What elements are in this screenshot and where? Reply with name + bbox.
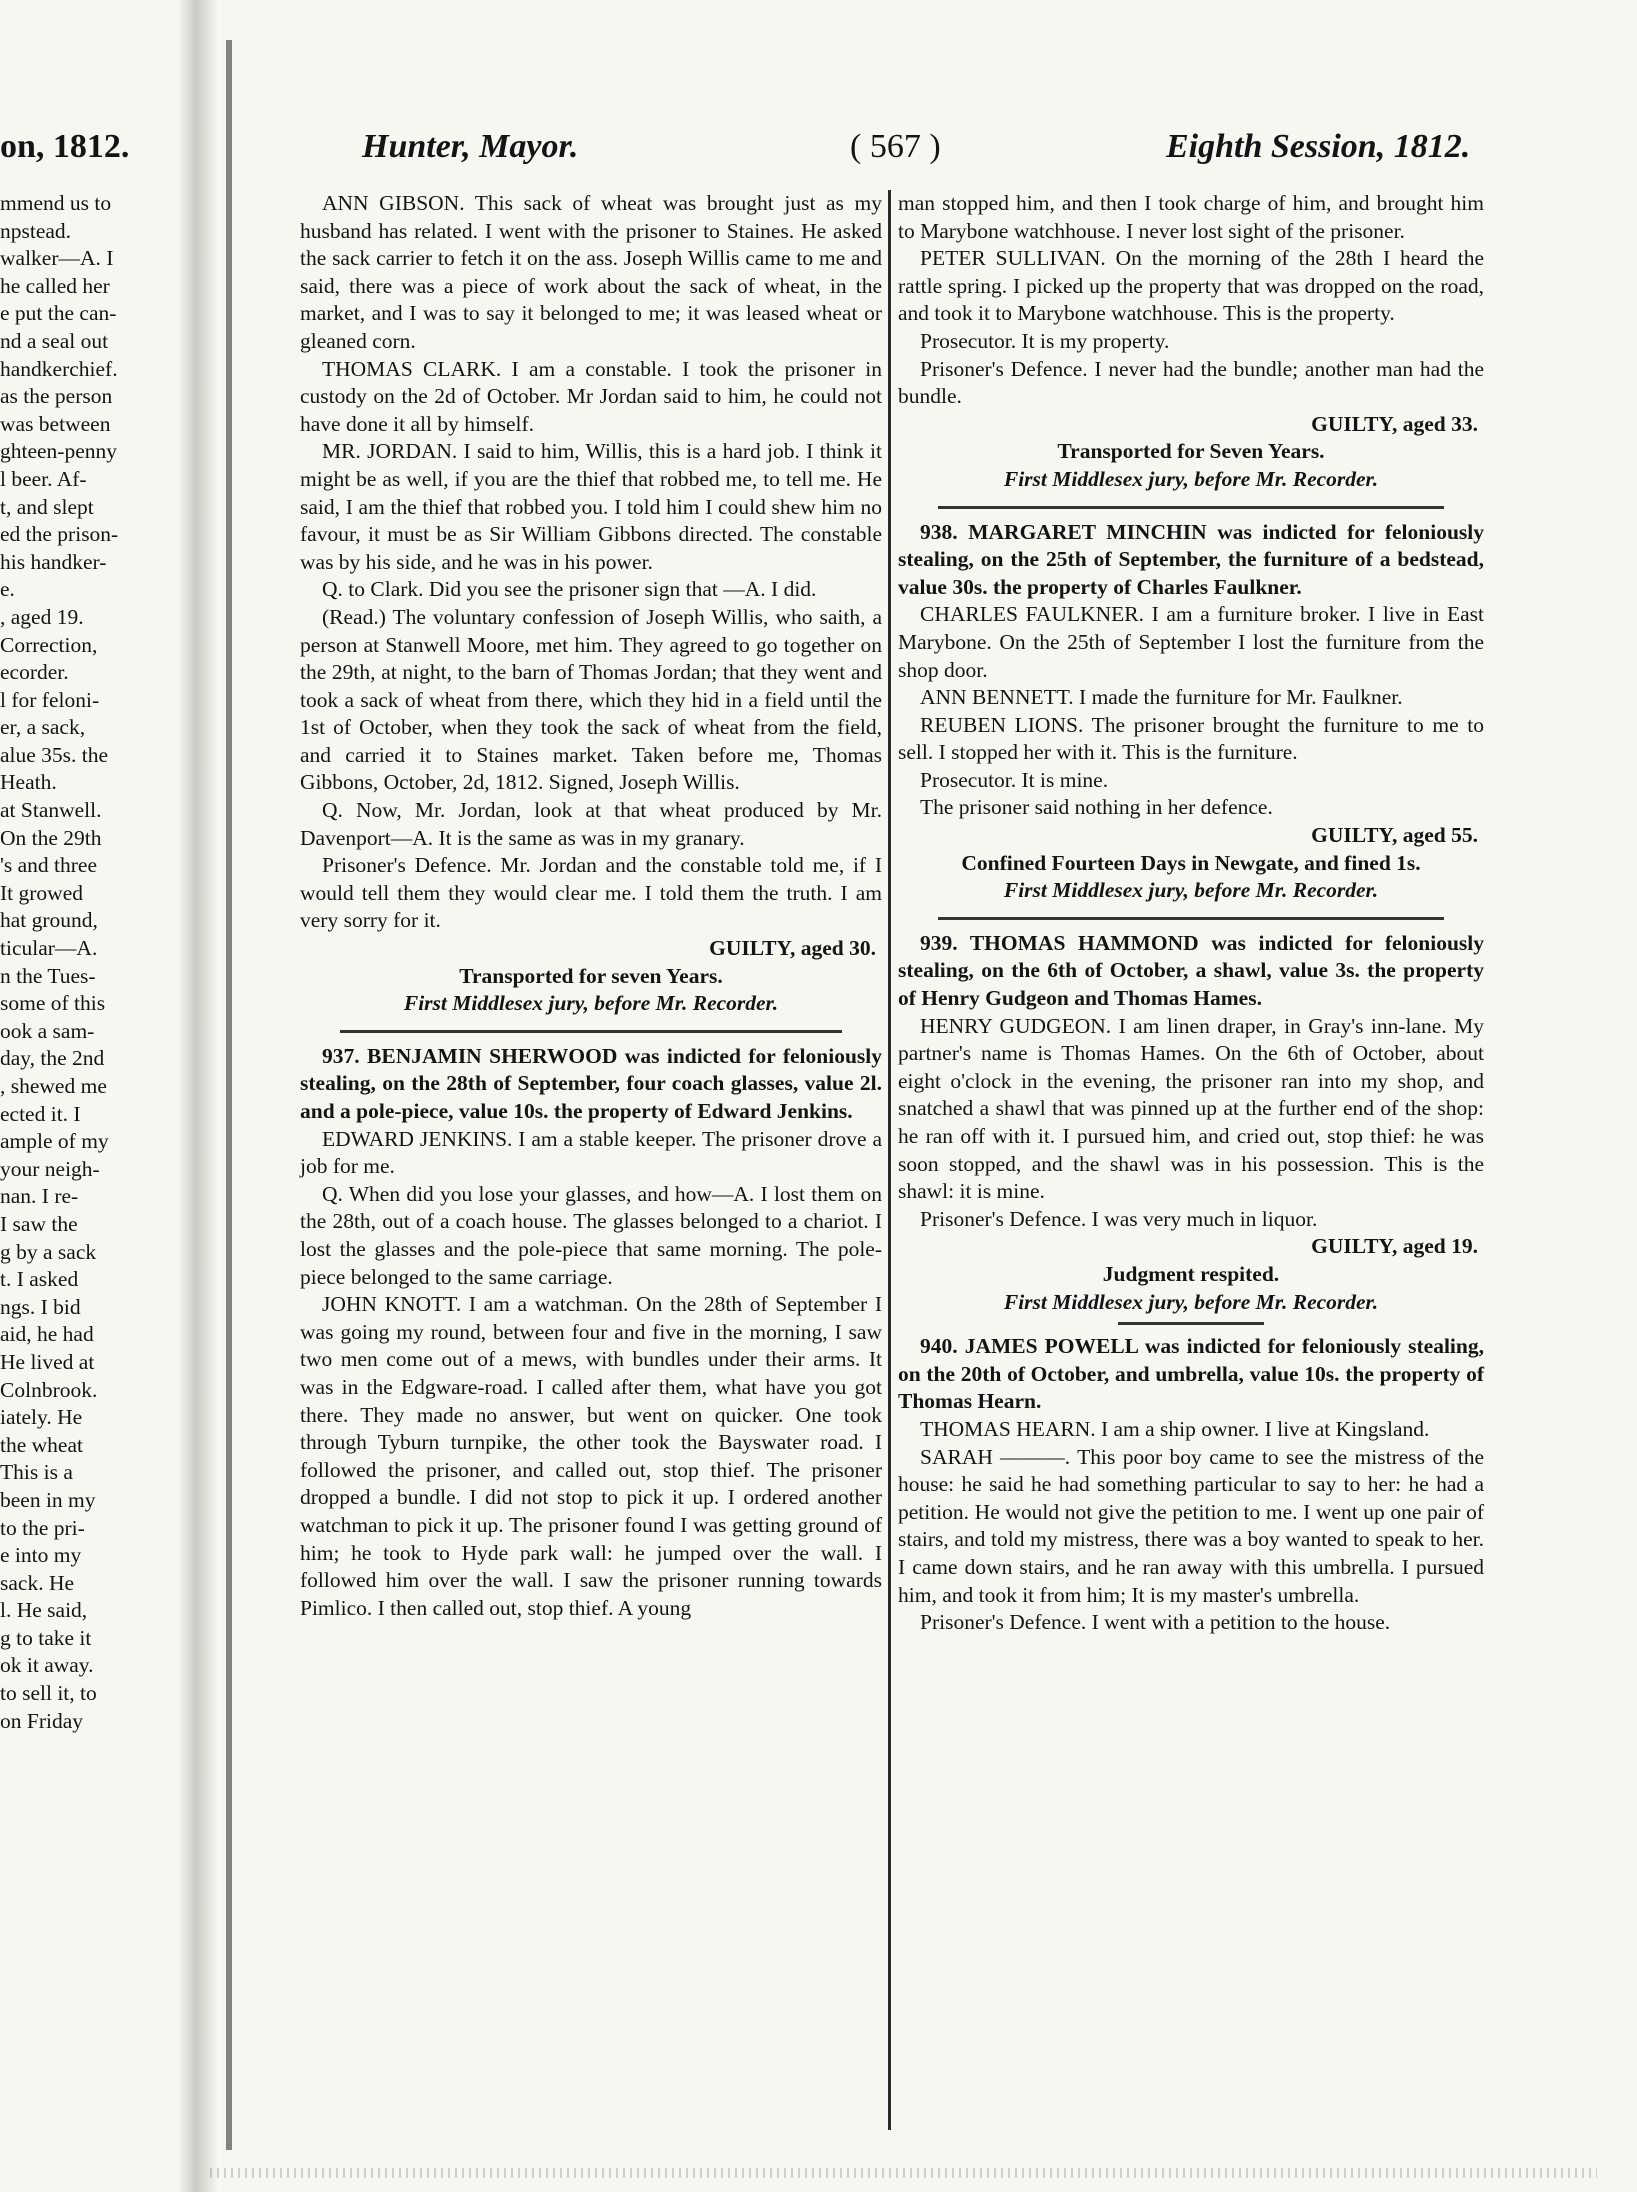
short-separator (1118, 1322, 1264, 1325)
jury-line: First Middlesex jury, before Mr. Recorder. (1003, 878, 1379, 903)
fragment-line: On the 29th (0, 825, 102, 850)
fragment-line: It growed (0, 880, 83, 905)
fragment-line: your neigh- (0, 1156, 100, 1181)
fragment-line: nan. I re- (0, 1184, 79, 1209)
paragraph: Prisoner's Defence. Mr. Jordan and the constable told me, if I would tell them they would clear me. I told them the truth. I am very sorry for it. (300, 853, 882, 933)
fragment-line: ed the prison- (0, 522, 119, 547)
fragment-line: as the person (0, 384, 113, 409)
sentence: Transported for seven Years. (459, 963, 723, 988)
fragment-line: been in my (0, 1487, 96, 1512)
fragment-line: some of this (0, 991, 106, 1016)
paragraph: (Read.) The voluntary confession of Joseph Willis, who saith, a person at Stanwell Moore, met him. They agreed to go together on the 29th, at night, to the barn of Thomas Jordan; that they went and took a sack of wheat from there, which they hid in a field until the 1st of October, when they took the sack of wheat from the field, and carried it to Staines market. Taken before me, Thomas Gibbons, October, 2d, 1812. Signed, Joseph Willis. (300, 604, 882, 795)
paragraph: THOMAS HEARN. I am a ship owner. I live at Kingsland. (920, 1416, 1430, 1441)
fragment-line: Colnbrook. (0, 1377, 98, 1402)
paragraph: Q. to Clark. Did you see the prisoner sign that —A. I did. (322, 577, 817, 602)
fragment-line: ticular—A. (0, 936, 98, 961)
fragment-line: ngs. I bid (0, 1294, 81, 1319)
fragment-line: hat ground, (0, 908, 98, 933)
fragment-line: npstead. (0, 218, 72, 243)
binding-shadow (178, 0, 218, 2192)
sentence: Judgment respited. (1102, 1261, 1280, 1286)
right-column (898, 190, 1484, 1637)
case-separator (340, 1030, 842, 1033)
fragment-line: ook a sam- (0, 1018, 95, 1043)
page-number: ( 567 ) (850, 128, 941, 165)
paragraph: Prisoner's Defence. I went with a petition to the house. (920, 1610, 1391, 1635)
fragment-line: his handker- (0, 549, 107, 574)
verdict: GUILTY, aged 33. (1311, 411, 1478, 436)
fragment-line: nd a seal out (0, 328, 109, 353)
fragment-line: to sell it, to (0, 1681, 97, 1706)
paragraph: CHARLES FAULKNER. I am a furniture broker. I live in East Marybone. On the 25th of September I lost the furniture from the shop door. (898, 602, 1484, 682)
fragment-line: Heath. (0, 770, 57, 795)
fragment-line: 's and three (0, 853, 98, 878)
session-title: Eighth Session, 1812. (1166, 128, 1471, 165)
case-separator (938, 917, 1444, 920)
jury-line: First Middlesex jury, before Mr. Recorder. (1003, 466, 1379, 491)
paragraph: Prisoner's Defence. I never had the bundle; another man had the bundle. (898, 356, 1484, 409)
paragraph: The prisoner said nothing in her defence. (920, 795, 1273, 820)
fragment-line: e put the can- (0, 301, 117, 326)
paragraph: Prosecutor. It is mine. (920, 767, 1109, 792)
fragment-line: e into my (0, 1543, 82, 1568)
paragraph: Q. Now, Mr. Jordan, look at that wheat produced by Mr. Davenport—A. It is the same as was in my granary. (300, 798, 882, 850)
paragraph: SARAH ———. This poor boy came to see the mistress of the house: he said he had something particular to say to her: he had a petition. He would not give the petition to me. I went up one pair of stairs, and told my mistress, there was a boy wanted to speak to her. I came down stairs, and he ran away with this umbrella. I pursued him, and took it from him; It is my master's umbrella. (898, 1444, 1484, 1607)
sentence: Confined Fourteen Days in Newgate, and fined 1s. (961, 850, 1421, 875)
fragment-line: t, and slept (0, 494, 94, 519)
left-page-fragment (0, 190, 126, 1735)
fragment-line: walker—A. I (0, 246, 114, 271)
fragment-line: er, a sack, (0, 715, 86, 740)
fragment-line: day, the 2nd (0, 1046, 105, 1071)
fragment-line: at Stanwell. (0, 798, 102, 823)
case-separator (938, 506, 1444, 509)
jury-line: First Middlesex jury, before Mr. Recorder. (403, 991, 779, 1016)
fragment-line: g to take it (0, 1625, 92, 1650)
fragment-line: he called her (0, 273, 110, 298)
fragment-line: l. He said, (0, 1598, 88, 1623)
verdict: GUILTY, aged 55. (1311, 823, 1478, 848)
header-left-fragment: on, 1812. (0, 128, 130, 165)
fragment-line: iately. He (0, 1405, 83, 1430)
fragment-line: ok it away. (0, 1653, 94, 1678)
fragment-line: to the pri- (0, 1515, 85, 1540)
paragraph: HENRY GUDGEON. I am linen draper, in Gray's inn-lane. My partner's name is Thomas Hames. On the 6th of October, about eight o'clock in the evening, the prisoner ran into my shop, and snatched a shawl that was pinned up at the further end of the shop: he ran off with it. I pursued him, and cried out, stop thief: he was soon stopped, and the shawl was in his possession. This is the shawl: it is mine. (898, 1013, 1484, 1204)
fragment-line: This is a (0, 1460, 73, 1485)
fragment-line: g by a sack (0, 1239, 97, 1264)
fragment-line: , shewed me (0, 1074, 107, 1098)
fragment-line: ected it. I (0, 1101, 81, 1126)
fragment-line: mmend us to (0, 191, 112, 215)
case-heading: 938. MARGARET MINCHIN was indicted for feloniously stealing, on the 25th of September, the furniture of a bedstead, value 30s. the property of Charles Faulkner. (898, 519, 1484, 599)
running-title: Hunter, Mayor. (362, 128, 579, 165)
fragment-line: e. (0, 577, 15, 602)
fragment-line: l for feloni- (0, 687, 100, 712)
sentence: Transported for Seven Years. (1057, 439, 1325, 464)
paragraph: EDWARD JENKINS. I am a stable keeper. The prisoner drove a job for me. (300, 1126, 882, 1179)
fragment-line: n the Tues- (0, 963, 96, 988)
case-heading: 940. JAMES POWELL was indicted for feloniously stealing, on the 20th of October, and umbrella, value 10s. the property of Thomas Hearn. (898, 1334, 1484, 1414)
paragraph-continued: man stopped him, and then I took charge of him, and brought him to Marybone watchhouse. I never lost sight of the prisoner. (898, 191, 1484, 243)
paragraph: REUBEN LIONS. The prisoner brought the furniture to me to sell. I stopped her with it. This is the furniture. (898, 712, 1484, 765)
fragment-line: ghteen-penny (0, 439, 118, 464)
paragraph: JOHN KNOTT. I am a watchman. On the 28th of September I was going my round, between four and five in the morning, I saw two men come out of a mews, with bundles under their arms. It was in the Edgware-road. I called after them, what have you got there. They made no answer, but went on quicker. One took through Tyburn turnpike, the other took the Bayswater road. I followed the prisoner, and called out, stop thief. The prisoner dropped a bundle. I did not stop to pick it up. I ordered another watchman to pick it up. The prisoner found I was getting ground of him; he took to Hyde park wall: he jumped over the wall. I followed him over the wall. I saw the prisoner running towards Pimlico. I then called out, stop thief. A young (300, 1292, 882, 1620)
fragment-line: on Friday (0, 1708, 84, 1733)
fragment-line: t. I asked (0, 1267, 79, 1292)
fragment-line: aid, he had (0, 1322, 94, 1347)
jury-line: First Middlesex jury, before Mr. Recorder. (1003, 1289, 1379, 1314)
fragment-line: ample of my (0, 1129, 109, 1154)
paragraph: Prisoner's Defence. I was very much in liquor. (920, 1206, 1318, 1231)
fragment-line: l beer. Af- (0, 466, 87, 491)
fragment-line: handkerchief. (0, 356, 118, 381)
fragment-line: Correction, (0, 632, 98, 657)
fragment-line: was between (0, 411, 111, 436)
paragraph: Prosecutor. It is my property. (920, 328, 1170, 353)
fragment-line: the wheat (0, 1432, 83, 1457)
paragraph: ANN BENNETT. I made the furniture for Mr. Faulkner. (920, 685, 1403, 710)
middle-column (300, 190, 882, 1622)
verdict: GUILTY, aged 19. (1311, 1234, 1478, 1259)
fragment-line: ecorder. (0, 660, 69, 685)
fragment-line: , aged 19. (0, 604, 84, 629)
fragment-line: I saw the (0, 1211, 78, 1236)
paragraph: THOMAS CLARK. I am a constable. I took the prisoner in custody on the 2d of October. Mr Jordan said to him, he could not have done it all by himself. (300, 356, 882, 436)
paragraph: Q. When did you lose your glasses, and how—A. I lost them on the 28th, out of a coach house. The glasses belonged to a chariot. I lost the glasses and the pole-piece that same morning. The pole-piece belonged to the same carriage. (300, 1181, 882, 1289)
fragment-line: alue 35s. the (0, 742, 109, 767)
paragraph: MR. JORDAN. I said to him, Willis, this is a hard job. I think it might be as well, if you are the thief that robbed me, to tell me. He said, I am the thief that robbed you. I told him I could shew him no favour, it must be as Sir William Gibbons directed. The constable was by his side, and he was in his power. (300, 439, 882, 574)
verdict: GUILTY, aged 30. (709, 936, 876, 961)
paragraph: ANN GIBSON. This sack of wheat was brought just as my husband has related. I went with the prisoner to Staines. He asked the sack carrier to fetch it on the ass. Joseph Willis came to me and said, there was a piece of work about the sack of wheat, in the market, and I was to say it belonged to me; it was leased wheat or gleaned corn. (300, 191, 882, 353)
case-heading: 939. THOMAS HAMMOND was indicted for feloniously stealing, on the 6th of October, a shawl, value 3s. the property of Henry Gudgeon and Thomas Hames. (898, 930, 1484, 1011)
paragraph: PETER SULLIVAN. On the morning of the 28th I heard the rattle spring. I picked up the property that was dropped on the road, and took it to Marybone watchhouse. This is the property. (898, 246, 1484, 326)
fragment-line: He lived at (0, 1349, 95, 1374)
scan-noise (210, 2168, 1597, 2178)
binding-edge (226, 40, 232, 2150)
case-heading: 937. BENJAMIN SHERWOOD was indicted for feloniously stealing, on the 28th of September, four coach glasses, value 2l. and a pole-piece, value 10s. the property of Edward Jenkins. (300, 1043, 882, 1123)
fragment-line: sack. He (0, 1570, 75, 1595)
column-rule (888, 190, 891, 2130)
